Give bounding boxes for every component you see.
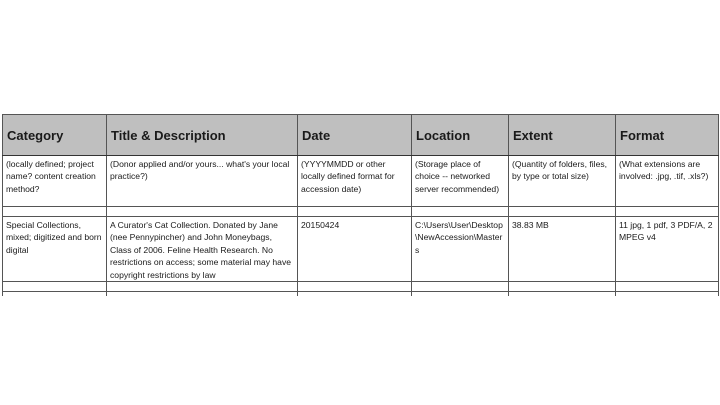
empty-cell[interactable] [107,207,298,217]
empty-cell[interactable] [298,282,412,292]
cell-format-guidance[interactable]: (What extensions are involved: .jpg, .tif, .xls?) [616,156,719,207]
empty-cell[interactable] [298,207,412,217]
table-row-accession [3,217,719,282]
empty-cell[interactable] [509,292,616,297]
column-header-title-description[interactable]: Title & Description [107,115,298,156]
empty-cell[interactable] [298,292,412,297]
accession-table [2,114,719,296]
column-header-category[interactable]: Category [3,115,107,156]
empty-cell[interactable] [3,292,107,297]
empty-cell[interactable] [509,207,616,217]
cell-extent[interactable]: 38.83 MB [509,217,616,282]
empty-cell[interactable] [412,207,509,217]
cell-location-guidance[interactable]: (Storage place of choice -- networked server recommended) [412,156,509,207]
cell-category[interactable]: Special Collections, mixed; digitized and born digital [3,217,107,282]
table-row-empty [3,207,719,217]
column-header-format[interactable]: Format [616,115,719,156]
cell-location[interactable]: C:\Users\User\Desktop\NewAccession\Masters [412,217,509,282]
empty-cell[interactable] [107,282,298,292]
table-row-guidance [3,156,719,207]
empty-cell[interactable] [509,282,616,292]
empty-cell[interactable] [107,292,298,297]
cell-category-guidance[interactable]: (locally defined; project name? content creation method? [3,156,107,207]
empty-cell[interactable] [3,282,107,292]
table-row-empty [3,292,719,297]
header-row [3,115,719,156]
cell-format[interactable]: 11 jpg, 1 pdf, 3 PDF/A, 2 MPEG v4 [616,217,719,282]
empty-cell[interactable] [412,292,509,297]
empty-cell[interactable] [616,207,719,217]
table-row-empty [3,282,719,292]
empty-cell[interactable] [3,207,107,217]
cell-date-guidance[interactable]: (YYYYMMDD or other locally defined format for accession date) [298,156,412,207]
empty-cell[interactable] [412,282,509,292]
empty-cell[interactable] [616,292,719,297]
cell-title-description[interactable]: A Curator's Cat Collection. Donated by Jane (nee Pennypincher) and John Moneybags, Class of 2006. Feline Health Research. No restrictions on access; some material may have copyright restrictions by law [107,217,298,282]
cell-extent-guidance[interactable]: (Quantity of folders, files, by type or total size) [509,156,616,207]
empty-cell[interactable] [616,282,719,292]
column-header-location[interactable]: Location [412,115,509,156]
cell-date[interactable]: 20150424 [298,217,412,282]
column-header-extent[interactable]: Extent [509,115,616,156]
column-header-date[interactable]: Date [298,115,412,156]
cell-title-guidance[interactable]: (Donor applied and/or yours... what's your local practice?) [107,156,298,207]
